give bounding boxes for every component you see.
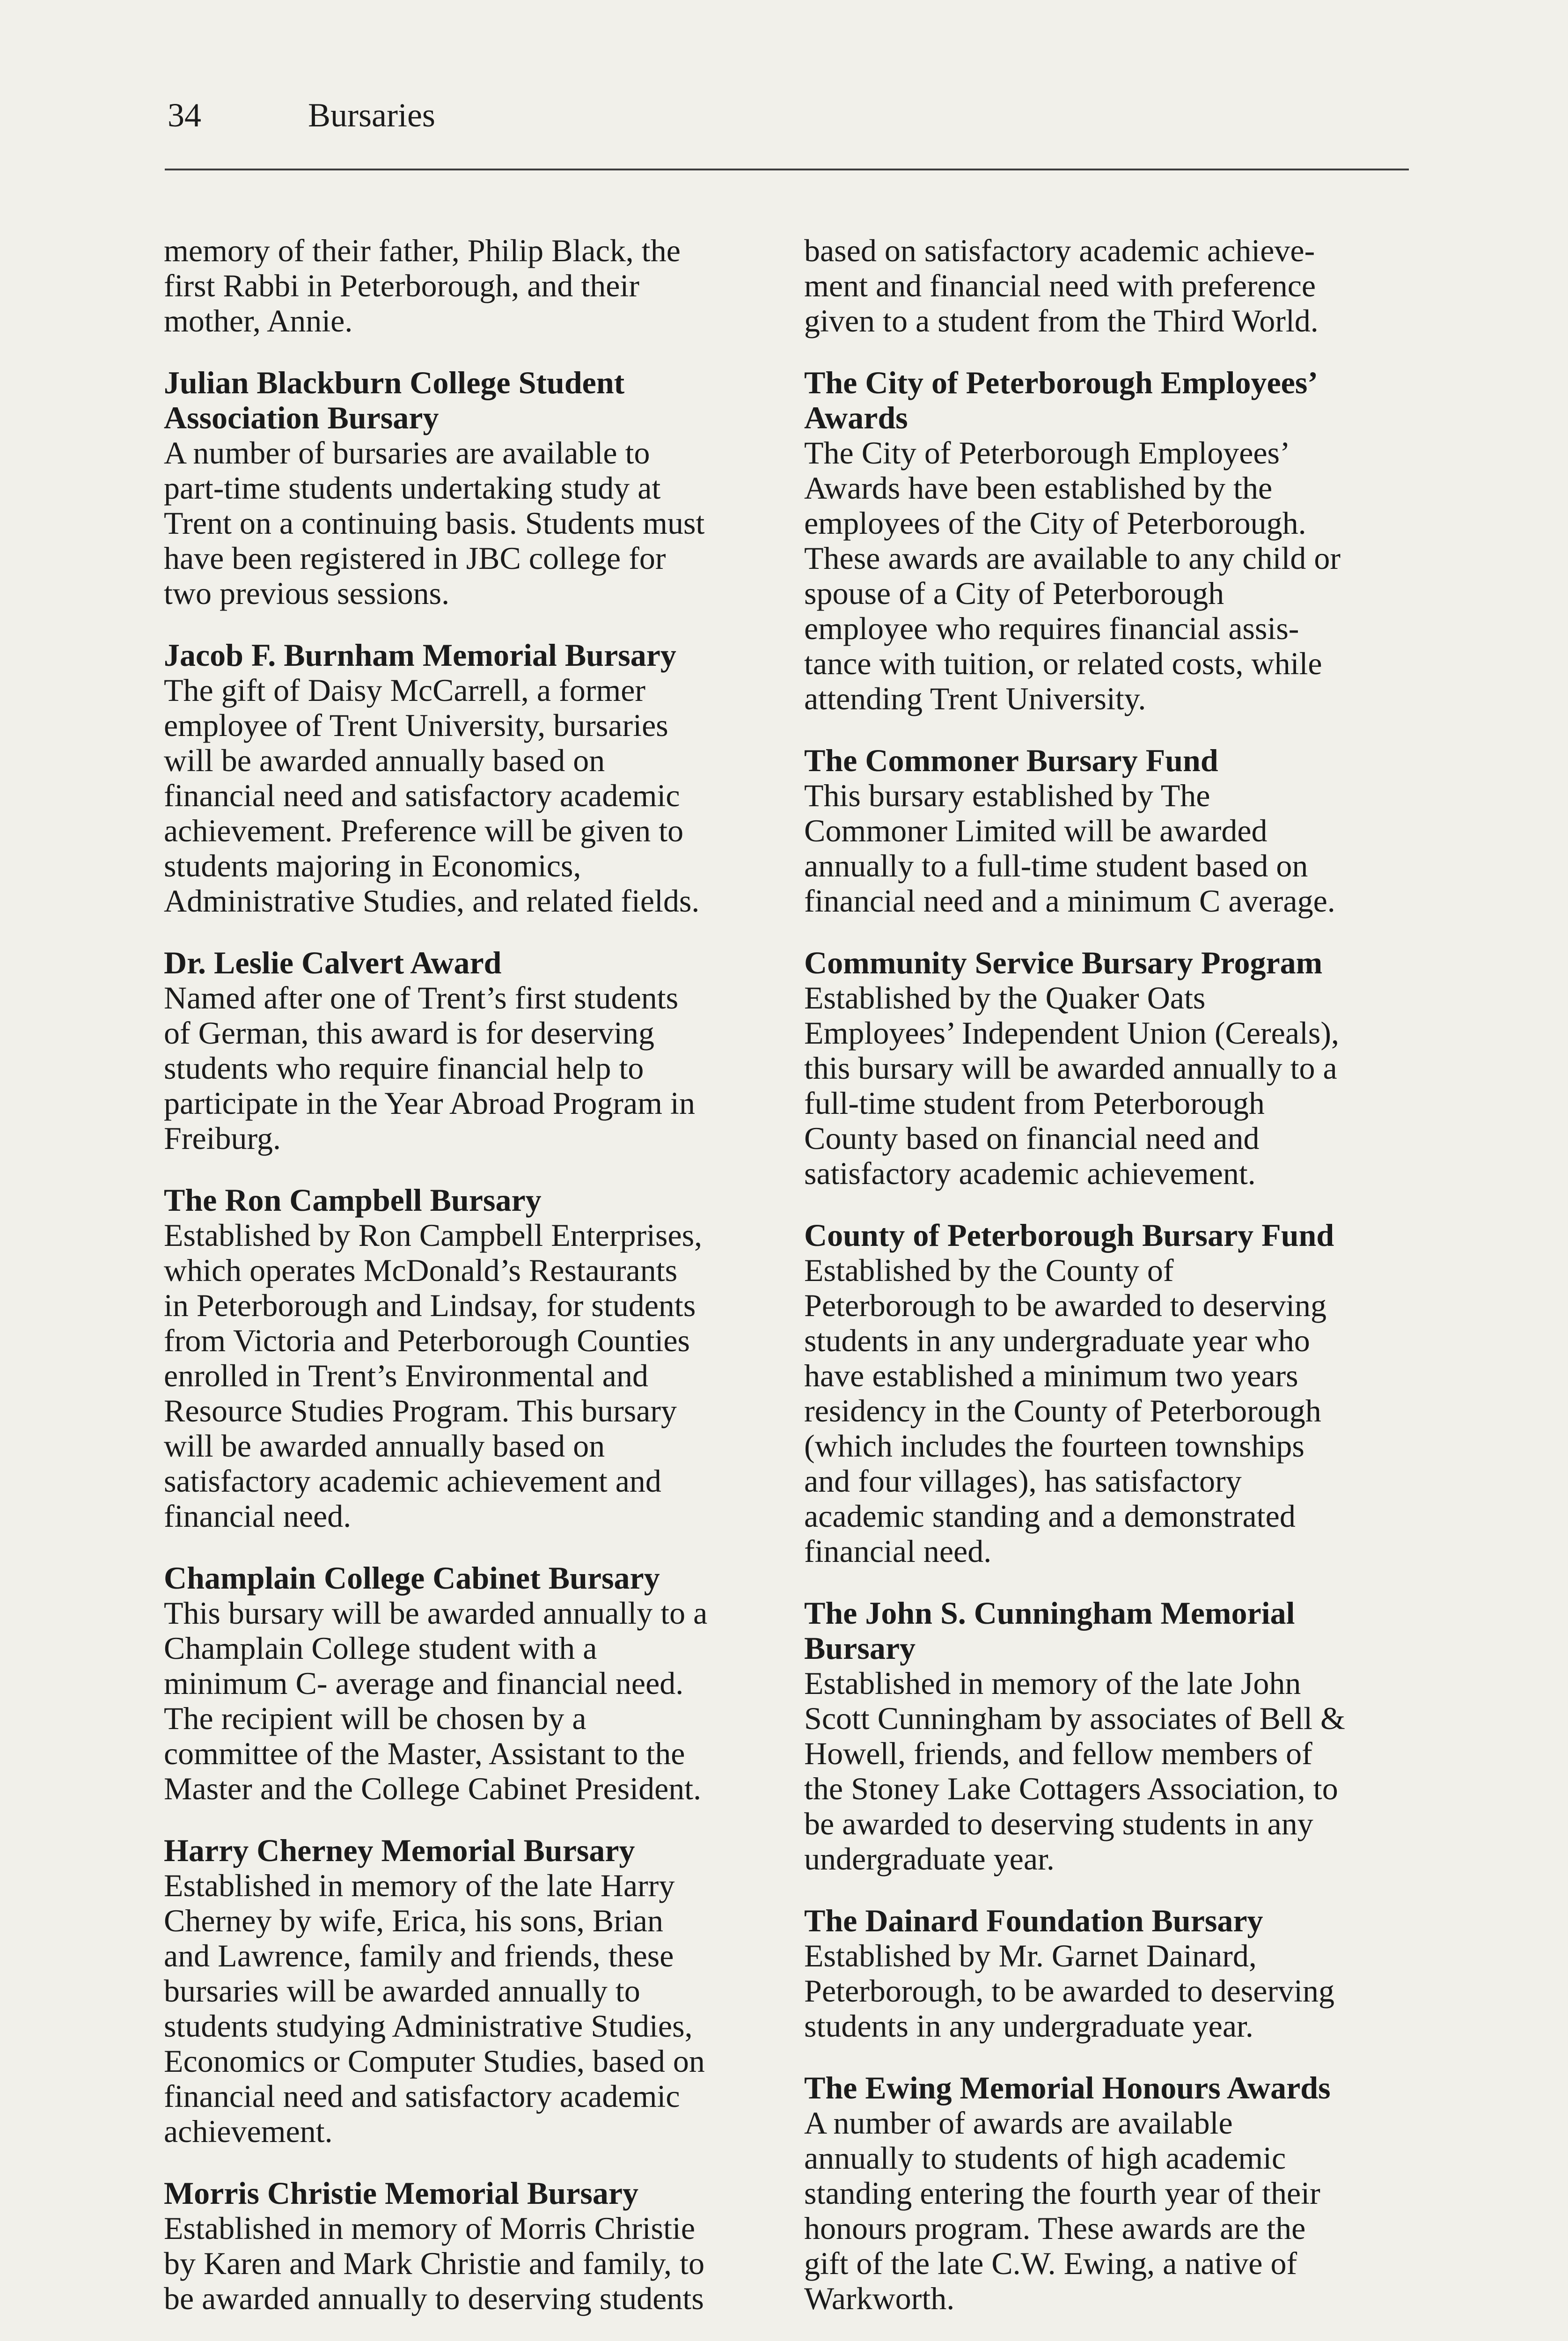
bursary-description: This bursary will be awarded annually to a Champlain College student with a minimum C- average and financial need. The recipient will be chosen by a committee of the Master, Assistant to the Master and the College Cabinet President. bbox=[164, 1595, 708, 1806]
bursary-entry bbox=[804, 1903, 1399, 2044]
bursary-description: memory of their father, Philip Black, the first Rabbi in Peterborough, and their mother, Annie. bbox=[164, 233, 681, 339]
page-number: 34 bbox=[168, 96, 201, 134]
bursary-entry bbox=[804, 365, 1399, 716]
bursary-entry bbox=[164, 2176, 758, 2316]
bursary-title: Morris Christie Memorial Bursary bbox=[164, 2175, 639, 2211]
bursary-title: County of Peterborough Bursary Fund bbox=[804, 1217, 1334, 1253]
bursary-description: based on satisfactory academic achieve- ment and financial need with preference given to a student from the Third World. bbox=[804, 233, 1319, 339]
bursary-entry bbox=[164, 233, 758, 339]
bursary-description: Established by the Quaker Oats Employees’ Independent Union (Cereals), this bursary will be awarded annually to a full-time student from Peterborough County based on financial need and satisfactory academic achievement. bbox=[804, 980, 1340, 1191]
bursary-title: Dr. Leslie Calvert Award bbox=[164, 945, 502, 980]
bursary-entry bbox=[164, 945, 758, 1156]
bursary-description: The gift of Daisy McCarrell, a former employee of Trent University, bursaries will be awarded annually based on financial need and satisfactory academic achievement. Preference will be given to students majoring in Economics, Administrative Studies, and related fields. bbox=[164, 672, 700, 919]
bursary-title: The City of Peterborough Employees’ Awards bbox=[804, 365, 1318, 435]
bursary-description: Established in memory of the late John Scott Cunningham by associates of Bell & Howell, friends, and fellow members of the Stoney Lake Cottagers Association, to be awarded to deserving students in any undergraduate year. bbox=[804, 1665, 1345, 1877]
page-header bbox=[168, 92, 435, 139]
bursary-description: Established in memory of Morris Christie by Karen and Mark Christie and family, to be awarded annually to deserving students bbox=[164, 2210, 705, 2316]
bursary-entry bbox=[164, 1833, 758, 2149]
header-divider bbox=[165, 169, 1409, 170]
right-column bbox=[804, 233, 1399, 2316]
bursary-title: The Commoner Bursary Fund bbox=[804, 743, 1218, 778]
bursary-entry bbox=[164, 1561, 758, 1806]
bursary-entry bbox=[164, 638, 758, 919]
bursary-entry bbox=[804, 1596, 1399, 1877]
bursary-description: Established by the County of Peterborough to be awarded to deserving students in any undergraduate year who have established a minimum two years residency in the County of Peterborough (which includes the fourteen townships and four villages), has satisfactory academic standing and a demonstrated financial need. bbox=[804, 1252, 1326, 1569]
bursary-entry bbox=[804, 2070, 1399, 2316]
bursary-description: Established in memory of the late Harry Cherney by wife, Erica, his sons, Brian and Lawrence, family and friends, these bursaries will be awarded annually to students studying Administrative Studies, Economics or Computer Studies, based on financial need and satisfactory academic achievement. bbox=[164, 1868, 705, 2149]
bursary-title: The John S. Cunningham Memorial Bursary bbox=[804, 1595, 1295, 1666]
bursary-title: Jacob F. Burnham Memorial Bursary bbox=[164, 637, 676, 673]
bursary-title: Champlain College Cabinet Bursary bbox=[164, 1560, 660, 1596]
bursary-entry bbox=[804, 233, 1399, 339]
bursary-title: Community Service Bursary Program bbox=[804, 945, 1323, 980]
bursary-description: Established by Mr. Garnet Dainard, Peterborough, to be awarded to deserving students in any undergraduate year. bbox=[804, 1938, 1334, 2044]
bursary-entry bbox=[804, 1218, 1399, 1569]
bursary-entry bbox=[164, 1183, 758, 1534]
bursary-title: The Ron Campbell Bursary bbox=[164, 1182, 542, 1218]
bursary-description: A number of bursaries are available to part-time students undertaking study at Trent on a continuing basis. Students must have been registered in JBC college for two previous sessions. bbox=[164, 435, 705, 611]
bursary-title: The Ewing Memorial Honours Awards bbox=[804, 2070, 1331, 2105]
bursary-title: Harry Cherney Memorial Bursary bbox=[164, 1833, 635, 1868]
bursary-description: The City of Peterborough Employees’ Awards have been established by the employees of the City of Peterborough. These awards are available to any child or spouse of a City of Peterborough employee who requires financial assis- tance with tuition, or related costs, while attending Trent University. bbox=[804, 435, 1341, 716]
bursary-description: A number of awards are available annually to students of high academic standing entering the fourth year of their honours program. These awards are the gift of the late C.W. Ewing, a native of Warkworth. bbox=[804, 2105, 1320, 2316]
bursary-entry bbox=[164, 365, 758, 611]
bursary-description: Established by Ron Campbell Enterprises, which operates McDonald’s Restaurants in Peterborough and Lindsay, for students from Victoria and Peterborough Counties enrolled in Trent’s Environmental and Resource Studies Program. This bursary will be awarded annually based on satisfactory academic achievement and financial need. bbox=[164, 1217, 703, 1534]
bursary-title: Julian Blackburn College Student Association Bursary bbox=[164, 365, 625, 435]
section-title: Bursaries bbox=[308, 96, 435, 134]
bursary-title: The Dainard Foundation Bursary bbox=[804, 1903, 1263, 1938]
left-column bbox=[164, 233, 758, 2316]
bursary-description: Named after one of Trent’s first students of German, this award is for deserving students who require financial help to participate in the Year Abroad Program in Freiburg. bbox=[164, 980, 695, 1156]
bursary-entry bbox=[804, 945, 1399, 1191]
bursary-description: This bursary established by The Commoner Limited will be awarded annually to a full-time student based on financial need and a minimum C average. bbox=[804, 778, 1335, 919]
bursary-entry bbox=[804, 743, 1399, 919]
